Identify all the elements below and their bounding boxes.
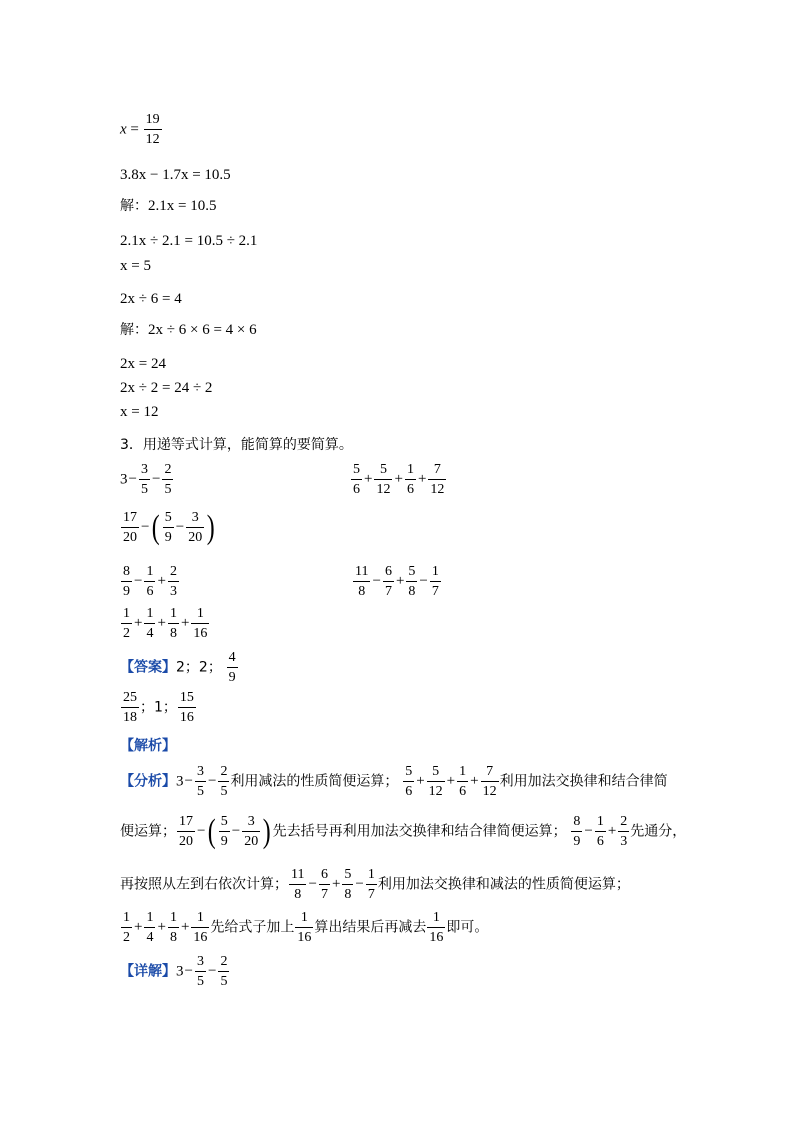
question-3-title: 3．用递等式计算，能简算的要简算。 — [120, 437, 353, 453]
equation-2-step2: 2.1x ÷ 2.1 = 10.5 ÷ 2.1 — [120, 233, 258, 249]
equation-3-step2: 2x = 24 — [120, 356, 166, 372]
detail-line: 【详解】3− $\frac{3}{5}$ − $\frac{2}{5}$ — [120, 954, 228, 990]
fenxi-line-4: $\frac{1}{2}$ + $\frac{1}{4}$ + $\frac{1}{8}$ + $\frac{1}{16}$ 先给式子加上 $\frac{1}{16}$ 算出结果后再减去 $\frac{1}{16}$ 即可。 — [123, 910, 489, 946]
analysis-label: 【解析】 — [120, 738, 176, 754]
eq-x-19-12: x = $\frac{19}{12}$ — [120, 112, 160, 148]
equation-3-step1: 解：2x ÷ 6 × 6 = 4 × 6 — [120, 322, 257, 338]
equation-3: 2x ÷ 6 = 4 — [120, 291, 182, 307]
problem-5: $\frac{11}{8}$ − $\frac{6}{7}$ + $\frac{5}{8}$ − $\frac{1}{7}$ — [355, 564, 439, 600]
problem-6: $\frac{1}{2}$ + $\frac{1}{4}$ + $\frac{1}{8}$ + $\frac{1}{16}$ — [123, 606, 208, 642]
fenxi-line-2: 便运算； $\frac{17}{20}$ −( $\frac{5}{9}$ − $\frac{3}{20}$ ) 先去括号再利用加法交换律和结合律简便运算； $\frac{8}{9}$ − $\frac{1}{6}$ + $\frac{2}{3}$ 先通分， — [120, 812, 687, 850]
equation-2-step1: 解：2.1x = 10.5 — [120, 198, 217, 214]
equation-3-step4: x = 12 — [120, 404, 159, 420]
fenxi-line-1: 【分析】3− $\frac{3}{5}$ − $\frac{2}{5}$ 利用减法的性质简便运算； $\frac{5}{6}$ + $\frac{5}{12}$ + $\frac{1}{6}$ + $\frac{7}{12}$ 利用加法交换律和结合律简 — [120, 764, 668, 800]
problem-2: $\frac{5}{6}$ + $\frac{5}{12}$ + $\frac{1}{6}$ + $\frac{7}{12}$ — [353, 462, 445, 498]
fenxi-line-3: 再按照从左到右依次计算； $\frac{11}{8}$ − $\frac{6}{7}$ + $\frac{5}{8}$ − $\frac{1}{7}$ 利用加法交换律和减法的性质简便运算； — [120, 867, 630, 903]
answer-line-1: 【答案】2；2； $\frac{4}{9}$ — [120, 650, 236, 686]
equation-3-step3: 2x ÷ 2 = 24 ÷ 2 — [120, 380, 213, 396]
equation-2-step3: x = 5 — [120, 258, 151, 274]
problem-1: 3− $\frac{3}{5}$ − $\frac{2}{5}$ — [120, 462, 172, 498]
problem-3: $\frac{17}{20}$ −( $\frac{5}{9}$ − $\frac{3}{20}$ ) — [123, 508, 215, 546]
answer-line-2: $\frac{25}{18}$ ；1； $\frac{15}{16}$ — [123, 690, 194, 726]
equation-2: 3.8x − 1.7x = 10.5 — [120, 167, 231, 183]
problem-4: $\frac{8}{9}$ − $\frac{1}{6}$ + $\frac{2}{3}$ — [123, 564, 177, 600]
